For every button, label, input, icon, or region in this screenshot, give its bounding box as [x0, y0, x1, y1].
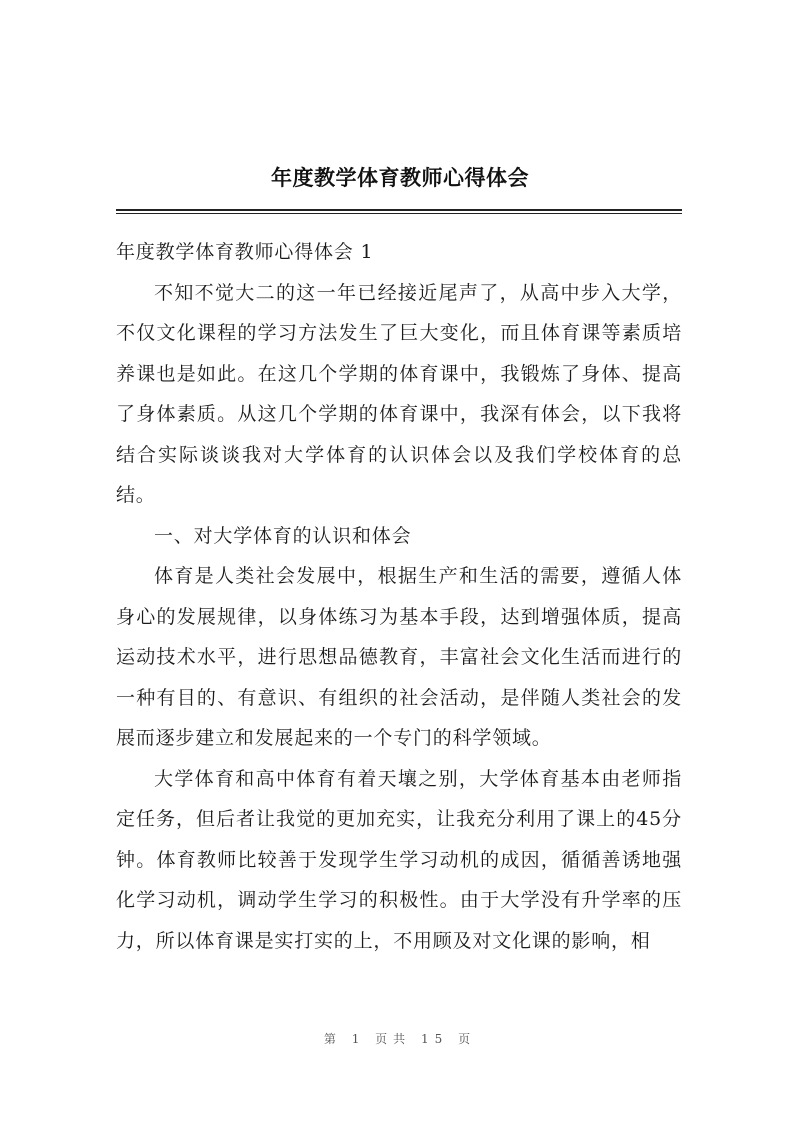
- page-footer: [0, 1030, 800, 1047]
- paragraph-intro: 不知不觉大二的这一年已经接近尾声了，从高中步入大学，不仅文化课程的学习方法发生了巨大变化，而且体育课等素质培养课也是如此。在这几个学期的体育课中，我锻炼了身体、提高了身体素质。从这几个学期的体育课中，我深有体会，以下我将结合实际谈谈我对大学体育的认识体会以及我们学校体育的总结。: [116, 281, 682, 506]
- document-body: [116, 232, 682, 961]
- title-divider: [116, 209, 682, 214]
- footer-prefix: 第: [323, 1032, 342, 1046]
- page-title: 年度教学体育教师心得体会: [271, 166, 529, 190]
- paragraph-definition: 体育是人类社会发展中，根据生产和生活的需要，遵循人体身心的发展规律，以身体练习为基本手段，达到增强体质，提高运动技术水平，进行思想品德教育，丰富社会文化生活而进行的一种有目的、有意识、有组织的社会活动，是伴随人类社会的发展而逐步建立和发展起来的一个专门的科学领域。: [116, 565, 682, 749]
- paragraph-comparison: 大学体育和高中体育有着天壤之别，大学体育基本由老师指定任务，但后者让我觉的更加充实，让我充分利用了课上的45分钟。体育教师比较善于发现学生学习动机的成因，循循善诱地强化学习动机，调动学生学习的积极性。由于大学没有升学率的压力，所以体育课是实打实的上，不用顾及对文化课的影响，相: [116, 767, 682, 952]
- footer-page-number: 1: [351, 1032, 366, 1046]
- footer-suffix: 页: [458, 1032, 477, 1046]
- section-subtitle: 年度教学体育教师心得体会 1: [116, 241, 374, 263]
- footer-total-pages: 15: [421, 1032, 449, 1046]
- section-heading-1: 一、对大学体育的认识和体会: [154, 524, 412, 547]
- footer-middle: 页共: [375, 1032, 412, 1046]
